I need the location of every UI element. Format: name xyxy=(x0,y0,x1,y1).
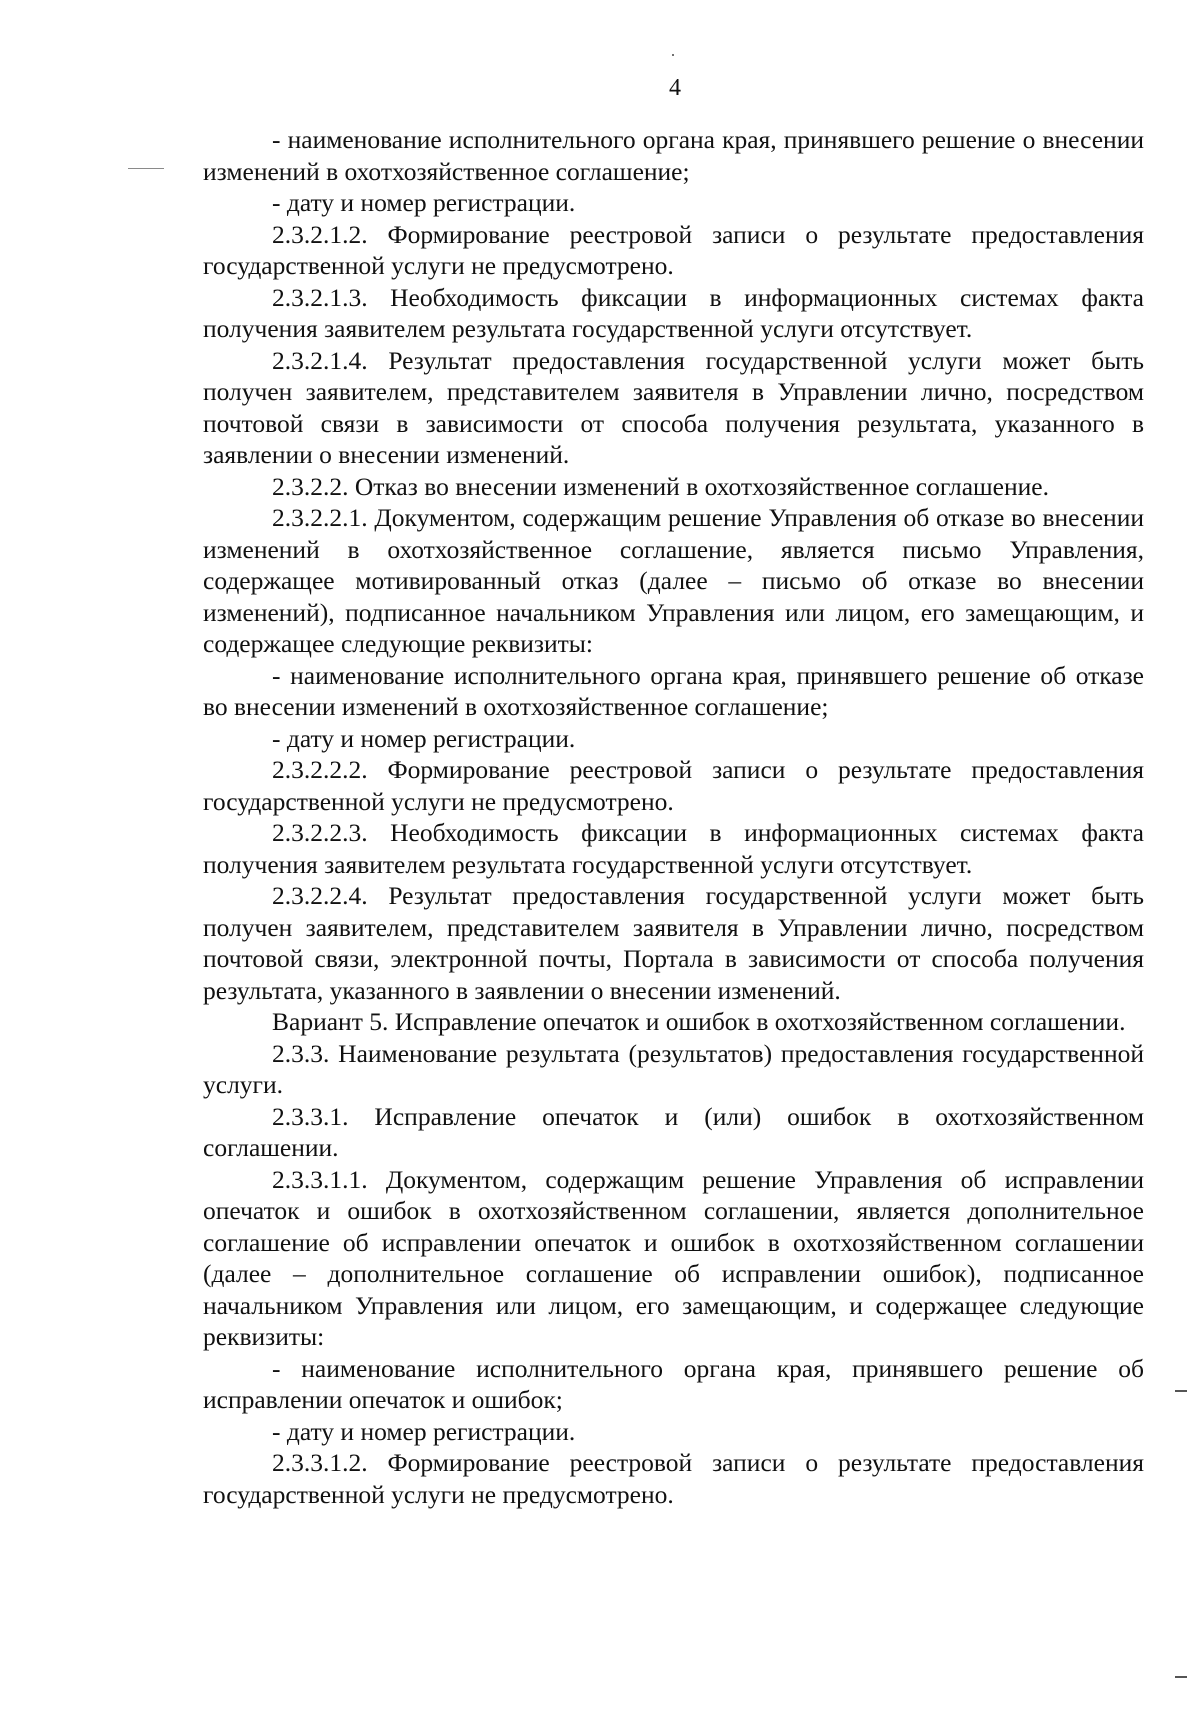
paragraph: - наименование исполнительного органа края, принявшего решение об исправлении опечаток и ошибок; xyxy=(203,1353,1144,1414)
paragraph: 2.3.2.1.2. Формирование реестровой записи о результате предоставления государственной услуги не предусмотрено. xyxy=(203,219,1144,280)
paragraph: 2.3.2.1.4. Результат предоставления государственной услуги может быть получен заявителем, представителем заявителя в Управлении лично, посредством почтовой связи в зависимости от способа получения результата, указанного в заявлении о внесении изменений. xyxy=(203,345,1144,469)
paragraph: 2.3.2.2.4. Результат предоставления государственной услуги может быть получен заявителем, представителем заявителя в Управлении лично, посредством почтовой связи, электронной почты, Портала в зависимости от способа получения результата, указанного в заявлении о внесении изменений. xyxy=(203,881,1144,1005)
paragraph: 2.3.2.2.1. Документом, содержащим решение Управления об отказе во внесении изменений в охотхозяйственное соглашение, является письмо Управления, содержащее мотивированный отказ (далее – письмо об отказе во внесении изменений), подписанное начальником Управления или лицом, его замещающим, и содержащее следующие реквизиты: xyxy=(203,503,1144,658)
paragraph: 2.3.3.1.1. Документом, содержащим решение Управления об исправлении опечаток и ошибок в охотхозяйственном соглашении, является дополнительное соглашение об исправлении опечаток и ошибок в охотхозяйственном соглашении (далее – дополнительное соглашение об исправлении ошибок), подписанное начальником Управления или лицом, его замещающим, и содержащее следующие реквизиты: xyxy=(203,1164,1144,1351)
paragraph: - дату и номер регистрации. xyxy=(272,188,576,217)
margin-mark xyxy=(128,168,164,169)
paragraph: 2.3.2.2.2. Формирование реестровой записи о результате предоставления государственной услуги не предусмотрено. xyxy=(203,755,1144,816)
margin-mark xyxy=(1175,1676,1187,1678)
scan-speck xyxy=(672,54,674,56)
paragraph: 2.3.2.1.3. Необходимость фиксации в информационных системах факта получения заявителем результата государственной услуги отсутствует. xyxy=(203,282,1144,343)
paragraph: - дату и номер регистрации. xyxy=(272,1416,576,1446)
variant-heading: Вариант 5. Исправление опечаток и ошибок в охотхозяйственном соглашении. xyxy=(272,1007,1126,1036)
paragraph: 2.3.2.2. Отказ во внесении изменений в охотхозяйственное соглашение. xyxy=(272,471,1049,501)
paragraph: 2.3.3.1. Исправление опечаток и (или) ошибок в охотхозяйственном соглашении. xyxy=(203,1101,1144,1162)
paragraph: 2.3.3. Наименование результата (результатов) предоставления государственной услуги. xyxy=(203,1038,1144,1099)
paragraph: - наименование исполнительного органа края, принявшего решение об отказе во внесении изменений в охотхозяйственное соглашение; xyxy=(203,660,1144,721)
paragraph: - дату и номер регистрации. xyxy=(272,723,576,753)
document-body xyxy=(203,124,1144,1510)
paragraph: 2.3.2.2.3. Необходимость фиксации в информационных системах факта получения заявителем результата государственной услуги отсутствует. xyxy=(203,818,1144,879)
margin-mark xyxy=(1175,1390,1187,1392)
paragraph: 2.3.3.1.2. Формирование реестровой записи о результате предоставления государственной услуги не предусмотрено. xyxy=(203,1448,1144,1509)
page-number: 4 xyxy=(669,75,681,101)
paragraph: - наименование исполнительного органа края, принявшего решение о внесении изменений в охотхозяйственное соглашение; xyxy=(203,125,1144,186)
